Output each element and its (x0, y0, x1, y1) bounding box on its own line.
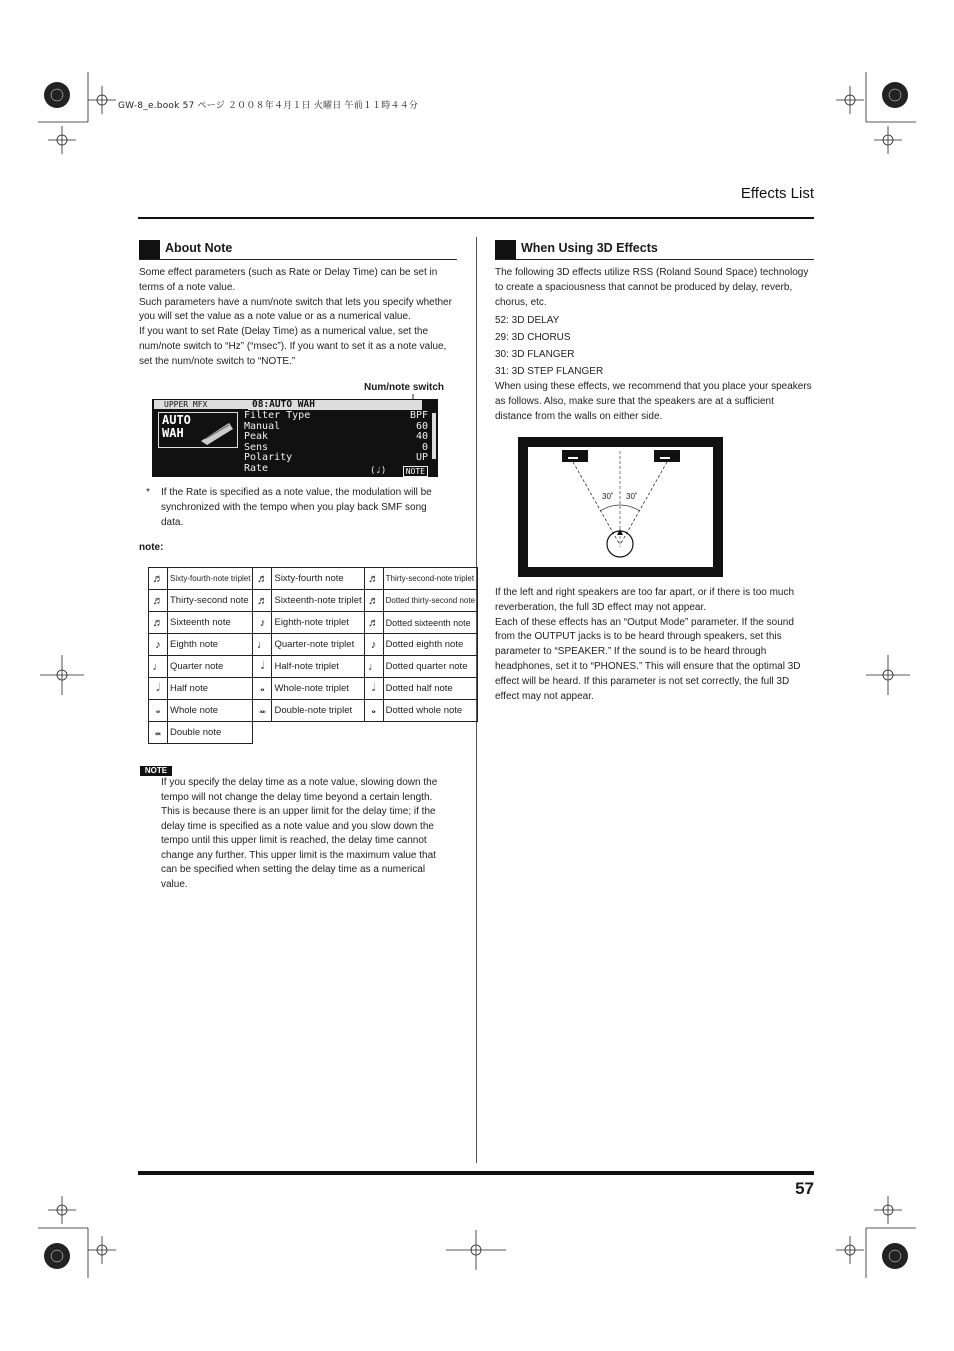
page-header-title: Effects List (740, 185, 814, 202)
note-label-cell: Quarter-note triplet (272, 634, 364, 656)
lcd-screen (152, 399, 438, 477)
heading-square (139, 240, 160, 259)
table-row (149, 678, 478, 700)
lcd-value: 60 (415, 420, 428, 432)
note-label-cell: Thirty-second note (168, 590, 253, 612)
footer-rule (138, 1171, 814, 1175)
note-icon: ♬ (253, 590, 272, 612)
lcd-param: Manual (244, 420, 281, 432)
note-icon: 𝅜 (253, 700, 272, 722)
note-icon: ♩ (253, 634, 272, 656)
lcd-value: 0 (421, 441, 428, 453)
lcd-scrollbar (432, 413, 436, 459)
asterisk-text: If the Rate is specified as a note value, the modulation will be synchronized with the tempo when you play back SMF song data. (161, 487, 432, 528)
heading-text: When Using 3D Effects (521, 241, 658, 255)
paragraph: If the left and right speakers are too far apart, or if there is too much reverberation, the full 3D effect may not appear. (495, 587, 795, 613)
lcd-value: UP (415, 452, 428, 463)
note-icon: ♪ (149, 634, 168, 656)
list-item: 29: 3D CHORUS (495, 332, 571, 344)
wah-pedal-icon (199, 419, 235, 445)
section-heading-about-note (139, 237, 457, 260)
note-icon: ♬ (253, 568, 272, 590)
note-icon: ♬ (149, 590, 168, 612)
angle-label-left: 30˚ (602, 492, 614, 501)
lcd-param: Polarity (244, 452, 293, 463)
logo-line: AUTO (162, 413, 191, 427)
auto-wah-logo (158, 412, 238, 448)
paragraph: Each of these effects has an “Output Mode” parameter. If the sound from the OUTPUT jacks is to be heard through speakers, set this parameter to “SPEAKER.” If the sound is to be heard through headphones, set it to “PHONES.” This will ensure that the optimal 3D effect will be heard. If this parameter is not set correctly, the full 3D effect may not appear. (495, 616, 801, 702)
heading-square (495, 240, 516, 259)
lcd-param-list (244, 411, 310, 474)
note-paragraph: If you specify the delay time as a note value, slowing down the tempo will not change the delay time beyond a certain length. This is because there is an upper limit for the delay time; if the delay time is specified as a note value and you slow down the tempo until this upper limit is reached, the delay time cannot change any further. This upper limit is the maximum value that can be specified when setting the delay time as a numerical value. (161, 777, 438, 890)
note-label-cell: Dotted sixteenth note (383, 612, 477, 634)
note-label-cell: Half-note triplet (272, 656, 364, 678)
list-item: 52: 3D DELAY (495, 315, 560, 327)
note-icon: 𝅗𝅥 (364, 678, 383, 700)
logo-line: WAH (162, 426, 184, 440)
note-label-cell: Half note (168, 678, 253, 700)
note-label-cell: Sixteenth note (168, 612, 253, 634)
lcd-param: Rate (244, 462, 269, 474)
note-icon: ♬ (149, 612, 168, 634)
asterisk: * (146, 487, 150, 498)
note-label-cell: Dotted thirty-second note (383, 590, 477, 612)
lcd-part-label: UPPER MFX (154, 400, 254, 409)
note-icon: 𝅜 (149, 722, 168, 744)
note-label-cell: Double note (168, 722, 253, 744)
right-speaker-icon (654, 450, 680, 462)
note-icon: ♬ (364, 590, 383, 612)
lcd-rate-value: (♩) (370, 466, 387, 476)
lcd-param: Peak (244, 431, 269, 442)
note-icon: ♩ (149, 656, 168, 678)
about-note-text (139, 266, 461, 370)
note-icon: ♩ (364, 656, 383, 678)
empty-cell (253, 722, 478, 744)
lcd-param: Filter Type (244, 410, 311, 421)
paragraph: When using these effects, we recommend that you place your speakers as follows. Also, make sure that the speakers are at a sufficient distance from the walls on either side. (495, 381, 812, 422)
note-label-cell: Dotted quarter note (383, 656, 477, 678)
3d-effects-text (495, 266, 813, 425)
paragraph: The following 3D effects utilize RSS (Roland Sound Space) technology to create a spaciousness that cannot be produced by delay, reverb, chorus, etc. (495, 267, 809, 308)
speaker-placement-diagram (518, 437, 723, 577)
note-label: note: (139, 542, 164, 553)
note-label-cell: Eighth note (168, 634, 253, 656)
note-icon: ♪ (253, 612, 272, 634)
lcd-value: BPF (409, 410, 428, 421)
note-label-cell: Sixty-fourth-note triplet (168, 568, 253, 590)
note-label-cell: Thirty-second-note triplet (383, 568, 477, 590)
effect-list (495, 312, 813, 380)
note-label-cell: Double-note triplet (272, 700, 364, 722)
note-label-cell: Sixteenth-note triplet (272, 590, 364, 612)
paragraph: Such parameters have a num/note switch that lets you specify whether you will set the value as a note value or as a numerical value. (139, 296, 452, 323)
table-row (149, 590, 478, 612)
asterisk-note (146, 486, 446, 530)
table-row (149, 656, 478, 678)
note-label-cell: Eighth-note triplet (272, 612, 364, 634)
left-speaker-icon (562, 450, 588, 462)
table-row (149, 568, 478, 590)
note-label-cell: Quarter note (168, 656, 253, 678)
note-badge: NOTE (140, 766, 172, 776)
list-item: 30: 3D FLANGER (495, 349, 575, 361)
note-icon: ♬ (364, 568, 383, 590)
paragraph: If you want to set Rate (Delay Time) as a numerical value, set the num/note switch to “Hz” (“msec”). If you want to set it as a note value, set the num/note switch to “NOTE.” (139, 326, 447, 367)
note-label-cell: Whole-note triplet (272, 678, 364, 700)
3d-effects-text-2 (495, 586, 813, 704)
lcd-value: 40 (415, 431, 428, 442)
note-icon: ♬ (149, 568, 168, 590)
note-value-table (148, 567, 478, 744)
note-icon: 𝅝 (364, 700, 383, 722)
table-row (149, 634, 478, 656)
file-info: GW-8_e.book 57 ページ ２００８年４月１日 火曜日 午前１１時４４分 (118, 101, 419, 111)
note-icon: 𝅝 (149, 700, 168, 722)
note-label-cell: Dotted half note (383, 678, 477, 700)
note-icon: ♪ (364, 634, 383, 656)
lcd-effect-name: 08:AUTO WAH (248, 400, 422, 410)
num-note-switch-callout: Num/note switch (363, 382, 444, 393)
note-text (161, 776, 451, 892)
header-rule (138, 217, 814, 219)
note-label-cell: Whole note (168, 700, 253, 722)
lcd-note-switch: NOTE (403, 466, 428, 477)
lcd-value-list (410, 411, 428, 464)
paragraph: Some effect parameters (such as Rate or Delay Time) can be set in terms of a note value. (139, 267, 438, 293)
note-label-cell: Dotted eighth note (383, 634, 477, 656)
note-icon: 𝅗𝅥 (253, 656, 272, 678)
note-icon: 𝅗𝅥 (149, 678, 168, 700)
lcd-param: Sens (244, 441, 269, 453)
heading-text: About Note (165, 241, 233, 255)
list-item: 31: 3D STEP FLANGER (495, 366, 604, 378)
page-number: 57 (795, 1179, 814, 1198)
table-row (149, 722, 478, 744)
section-heading-3d-effects (495, 237, 814, 260)
note-label-cell: Sixty-fourth note (272, 568, 364, 590)
table-row (149, 700, 478, 722)
table-row (149, 612, 478, 634)
note-icon: 𝅝 (253, 678, 272, 700)
angle-label-right: 30˚ (626, 492, 638, 501)
note-label-cell: Dotted whole note (383, 700, 477, 722)
note-icon: ♬ (364, 612, 383, 634)
